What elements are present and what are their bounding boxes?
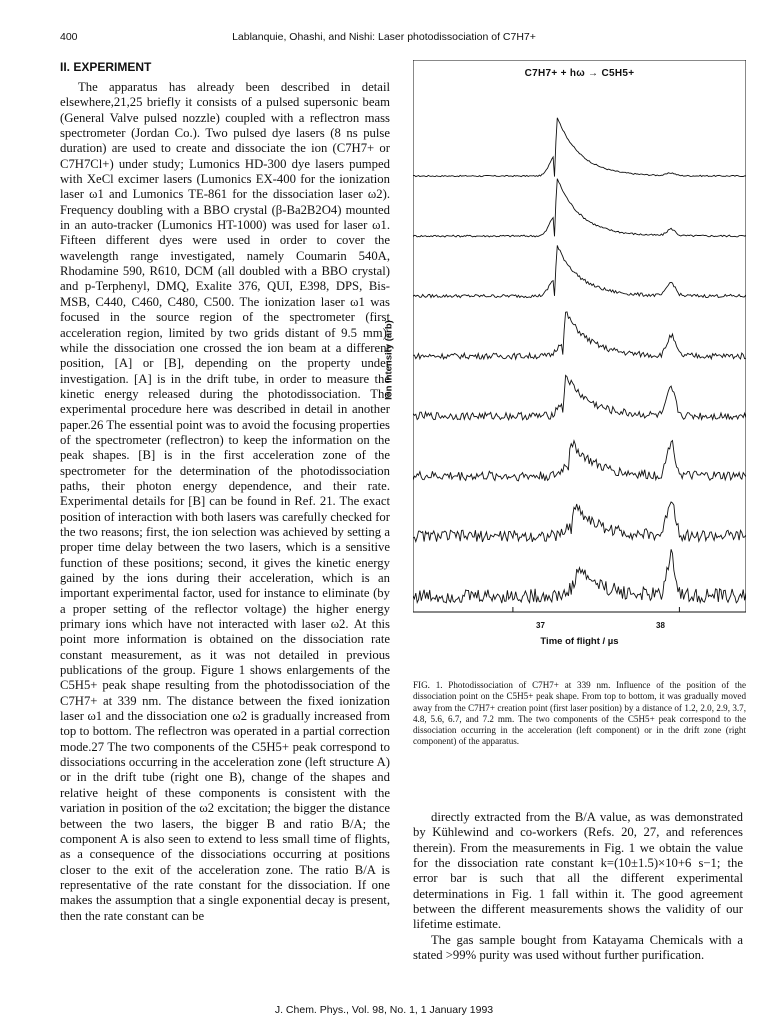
paragraph: directly extracted from the B/A value, as was demonstrated by Kühlewind and co-workers (Refs. 20, 27, and references therein). From the measurements in Fig. 1 we obtain the value for the dissociation rate constant k=(10±1.5)×10+6 s−1; the error bar is such that all the different experimental determinations in Fig. 1 fall within it. The good agreement between the different measurements shows the validity of our lifetime estimate. xyxy=(413,810,743,932)
paragraph: The apparatus has already been described in detail elsewhere,21,25 briefly it consists of a pulsed supersonic beam (General Valve pulsed nozzle) coupled with a reflectron mass spectrometer (Jordan Co.). Two pulsed dye lasers (8 ns pulse duration) are used to create and dissociate the ion (C7H7+ or C7H7Cl+) under study; Lumonics HD-300 dye lasers pumped with XeCl excimer lasers (Lumonics EX-400 for the ionization laser ω1 and Lumonics TE-861 for the dissociation laser ω2). Frequency doubling with a BBO crystal (β-Ba2B2O4) mounted in an auto-tracker (Lumonics HT-1000) was used for laser ω1. Fifteen different dyes were used in order to cover the wavelength range investigated, namely Coumarin 540A, Rhodamine 590, R610, DCM (all doubled with a BBO crystal) and p-Terphenyl, DMQ, Exalite 376, QUI, E398, DPS, Bis-MSB, C440, C460, C480, C500. The ionization laser ω1 was focused in the source region of the spectrometer (first acceleration region, limited by two grids distant of 9.5 mm), while the dissociation one crossed the ion beam at a different position, [A] or [B], depending on the property under investigation. [A] is in the drift tube, in order to measure the kinetic energy released during the photodissociation. The experimental procedure here was described in detail in another paper.26 The essential point was to avoid the focusing properties of the spectrometer (reflectron) to keep the information on the peak shapes. [B] is in the first acceleration zone of the spectrometer for the determination of the photodissociation paths, their photon energy dependence, and their rate. Experimental details for [B] can be found in Ref. 21. The exact position of interaction with both lasers was carefully checked for the two reasons; first, the ion selection was achieved by setting a proper time delay between the two lasers, which is a sensitive function of these positions; second, it gives the kinetic energy gained by the ions during their acceleration, which is an important experimental factor, used for instance to eliminate (by a proper setting of the reflector voltage) the higher energy primary ions which have not interacted with laser ω2. At this point more information is obtained on the dissociation rate constant measurement, as it was not detailed in previous publications of the group. Figure 1 shows enlargements of the C5H5+ peak shape resulting from the photodissociation of the C7H7+ at 339 nm. The distance between the fixed ionization laser ω1 and the dissociation one ω2 is gradually increased from top to bottom. The reflectron was operated in a partial correction mode.27 The two components of the C5H5+ peak correspond to dissociations occurring in the acceleration zone (left structure A) or in the drift tube (right one B), change of the shapes and relative height of these components is consistent with the variation in position of the ω2 excitation; the bigger the distance between the two lasers, the bigger B and ratio B/A; the component A is also seen to extend to less small time of flights, as a consequence of the dissociations occurring at positions closer to the exit of the acceleration zone. The ratio B/A is representative of the rate constant for the dissociation. If one makes the assumption that a single exponential decay is present, then the rate constant can be xyxy=(60,80,390,923)
trace-1.2mm xyxy=(413,118,746,177)
section-heading: II. EXPERIMENT xyxy=(60,60,152,74)
trace-2.9mm xyxy=(413,245,746,297)
plot-frame xyxy=(413,60,746,612)
left-column xyxy=(60,80,390,924)
trace-4.8mm xyxy=(413,375,746,419)
y-axis-label: Ion Intensity (arb) xyxy=(383,320,395,400)
x-tick-label: 37 xyxy=(536,621,545,630)
running-head: Lablanquie, Ohashi, and Nishi: Laser photodissociation of C7H7+ xyxy=(232,31,536,43)
trace-2mm xyxy=(413,179,746,237)
trace-5.6mm xyxy=(413,441,746,481)
spectra-chart xyxy=(413,60,746,620)
trace-6.7mm xyxy=(413,502,746,542)
paragraph: The gas sample bought from Katayama Chemicals with a stated >99% purity was used without further purification. xyxy=(413,932,743,963)
trace-7.2mm xyxy=(413,549,746,603)
figure-1 xyxy=(383,60,746,647)
journal-footer: J. Chem. Phys., Vol. 98, No. 1, 1 January 1993 xyxy=(274,1004,494,1016)
trace-3.7mm xyxy=(413,312,746,359)
x-tick-label: 38 xyxy=(656,621,665,630)
x-axis-label: Time of flight / µs xyxy=(540,636,619,647)
page-number: 400 xyxy=(60,31,78,43)
figure-caption: FIG. 1. Photodissociation of C7H7+ at 339 nm. Influence of the position of the dissociation point on the C5H5+ peak shape. From top to bottom, it was gradually moved away from the C7H7+ creation point (first laser position) by a distance of 1.2, 2.0, 2.9, 3.7, 4.8, 5.6, 6.7, and 7.2 mm. The two components of the C5H5+ peak correspond to the dissociation occurring in the acceleration (left component) or in the drift zone (right component) of the apparatus. xyxy=(413,680,746,747)
right-column xyxy=(413,810,743,963)
chart-title: C7H7+ + hω → C5H5+ xyxy=(524,68,635,79)
